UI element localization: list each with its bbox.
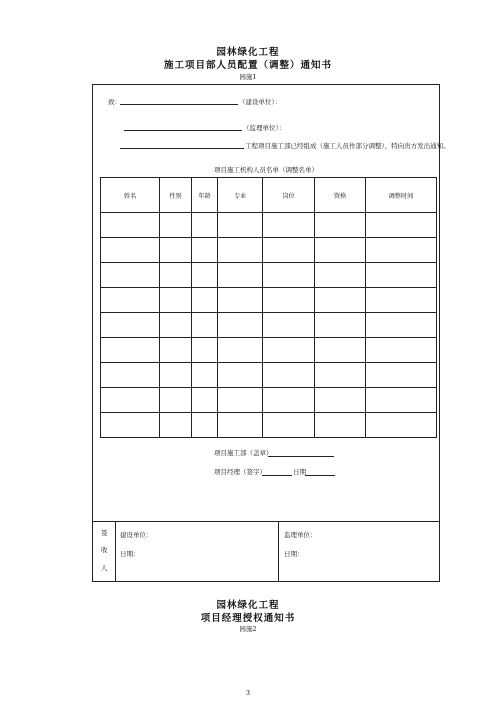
- table-cell[interactable]: [218, 263, 263, 288]
- supervisor-blank: [124, 130, 242, 131]
- table-cell[interactable]: [366, 238, 437, 263]
- table-cell[interactable]: [160, 313, 192, 338]
- table-cell[interactable]: [192, 263, 218, 288]
- date-blank: [305, 475, 335, 476]
- table-cell[interactable]: [315, 238, 366, 263]
- table-cell[interactable]: [315, 388, 366, 413]
- table-cell[interactable]: [315, 313, 366, 338]
- table-cell[interactable]: [218, 313, 263, 338]
- table-cell[interactable]: [218, 338, 263, 363]
- table-cell[interactable]: [218, 363, 263, 388]
- owner-date-label: 日期：: [120, 550, 140, 558]
- table-cell[interactable]: [218, 388, 263, 413]
- col-header-position: 岗位: [263, 178, 315, 213]
- signoff-label-char-1: 签: [101, 529, 108, 537]
- table-cell[interactable]: [263, 238, 315, 263]
- col-header-gender: 性别: [160, 178, 192, 213]
- manager-sign-label: 项目经理（签字）: [214, 468, 266, 476]
- table-cell[interactable]: [101, 213, 160, 238]
- table-cell[interactable]: [192, 363, 218, 388]
- table-cell[interactable]: [192, 313, 218, 338]
- table-cell[interactable]: [263, 288, 315, 313]
- table-cell[interactable]: [218, 213, 263, 238]
- table-row: [101, 388, 437, 413]
- table-cell[interactable]: [160, 388, 192, 413]
- manager-sign-blank: [262, 475, 292, 476]
- table-row: [101, 263, 437, 288]
- table-cell[interactable]: [101, 313, 160, 338]
- project-blank: [120, 148, 244, 149]
- table-cell[interactable]: [263, 213, 315, 238]
- table-cell[interactable]: [160, 338, 192, 363]
- signoff-label-char-2: 收: [101, 546, 108, 554]
- table-cell[interactable]: [366, 313, 437, 338]
- table-row: [101, 338, 437, 363]
- owner-suffix: （建设单位）：: [239, 98, 282, 106]
- table-cell[interactable]: [218, 288, 263, 313]
- doc2-form-no: 园施2: [239, 625, 257, 633]
- page-number: 3: [245, 689, 251, 697]
- table-row: [101, 413, 437, 438]
- owner-blank: [120, 104, 238, 105]
- roster-table: [100, 177, 437, 438]
- supervisor-date-label: 日期：: [284, 550, 304, 558]
- table-cell[interactable]: [263, 313, 315, 338]
- dept-seal-label: 项目施工部（盖章）: [214, 449, 273, 457]
- doc2-org: 园林绿化工程: [216, 600, 280, 611]
- col-header-age: 年龄: [192, 178, 218, 213]
- dept-seal-blank: [268, 456, 334, 457]
- table-row: [101, 363, 437, 388]
- col-header-major: 专业: [218, 178, 263, 213]
- col-header-name: 姓名: [101, 178, 160, 213]
- signoff-divider-left: [115, 521, 116, 582]
- supervisor-suffix: （监理单位）：: [243, 124, 286, 132]
- table-cell[interactable]: [366, 363, 437, 388]
- supervisor-unit-label: 监理单位：: [284, 531, 317, 539]
- table-cell[interactable]: [101, 388, 160, 413]
- table-cell[interactable]: [160, 363, 192, 388]
- table-cell[interactable]: [218, 413, 263, 438]
- table-cell[interactable]: [101, 338, 160, 363]
- table-cell[interactable]: [263, 338, 315, 363]
- table-cell[interactable]: [160, 238, 192, 263]
- table-cell[interactable]: [263, 263, 315, 288]
- table-cell[interactable]: [101, 238, 160, 263]
- notice-body: 工程项目施工部已经组成（施工人员作部分调整），特向贵方发出通知。: [245, 142, 450, 150]
- table-cell[interactable]: [218, 238, 263, 263]
- table-cell[interactable]: [101, 263, 160, 288]
- owner-unit-label: 建设单位：: [120, 531, 153, 539]
- table-cell[interactable]: [366, 413, 437, 438]
- col-header-adjust-time: 调整时间: [366, 178, 437, 213]
- table-row: [101, 213, 437, 238]
- table-cell[interactable]: [160, 213, 192, 238]
- table-cell[interactable]: [101, 288, 160, 313]
- table-cell[interactable]: [192, 413, 218, 438]
- date-label: 日期: [293, 468, 306, 476]
- table-cell[interactable]: [315, 413, 366, 438]
- table-row: [101, 288, 437, 313]
- roster-caption: 项目施工机构人员名单（调整名单）: [214, 166, 318, 174]
- table-cell[interactable]: [315, 338, 366, 363]
- table-cell[interactable]: [160, 413, 192, 438]
- col-header-qualification: 资格: [315, 178, 366, 213]
- table-cell[interactable]: [366, 213, 437, 238]
- table-cell[interactable]: [192, 388, 218, 413]
- table-cell[interactable]: [263, 413, 315, 438]
- table-cell[interactable]: [160, 263, 192, 288]
- table-cell[interactable]: [160, 288, 192, 313]
- signoff-divider-mid: [278, 521, 279, 582]
- table-cell[interactable]: [101, 413, 160, 438]
- table-cell[interactable]: [263, 388, 315, 413]
- table-cell[interactable]: [192, 213, 218, 238]
- table-cell[interactable]: [192, 288, 218, 313]
- doc1-org: 园林绿化工程: [216, 47, 280, 58]
- doc1-title: 施工项目部人员配置（调整）通知书: [163, 60, 332, 71]
- table-cell[interactable]: [315, 263, 366, 288]
- table-cell[interactable]: [366, 338, 437, 363]
- table-cell[interactable]: [315, 288, 366, 313]
- table-cell[interactable]: [192, 238, 218, 263]
- table-row: [101, 313, 437, 338]
- table-cell[interactable]: [101, 363, 160, 388]
- doc1-form-no: 园施1: [239, 73, 257, 81]
- table-cell[interactable]: [366, 388, 437, 413]
- table-cell[interactable]: [315, 213, 366, 238]
- to-prefix: 致：: [108, 98, 121, 106]
- doc2-title: 项目经理授权通知书: [200, 613, 296, 624]
- table-cell[interactable]: [366, 263, 437, 288]
- table-row: [101, 238, 437, 263]
- table-cell[interactable]: [263, 363, 315, 388]
- roster-header-row: [101, 178, 437, 213]
- signoff-label-char-3: 人: [101, 564, 108, 572]
- table-cell[interactable]: [192, 338, 218, 363]
- table-cell[interactable]: [315, 363, 366, 388]
- table-cell[interactable]: [366, 288, 437, 313]
